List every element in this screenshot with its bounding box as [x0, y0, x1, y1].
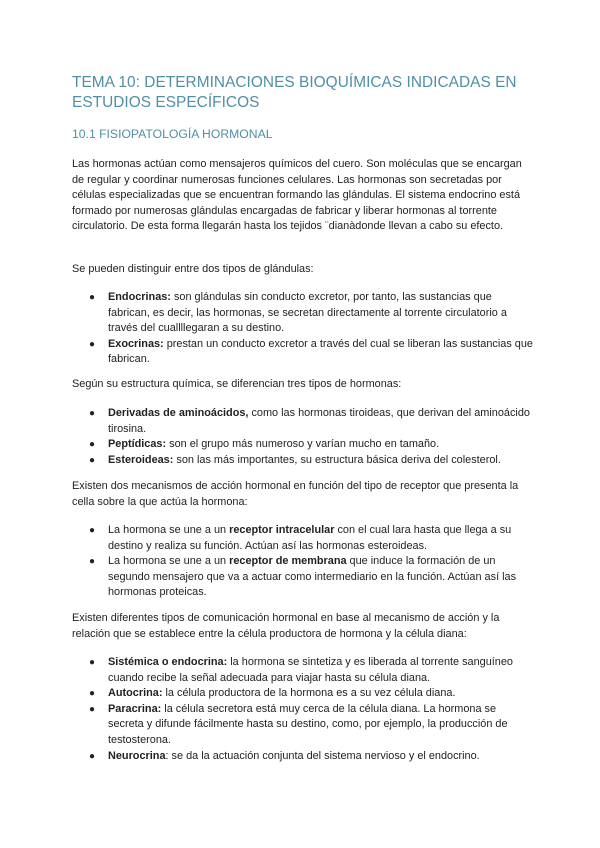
list-item-prefix: La hormona se une a un [108, 524, 230, 536]
list-item [72, 337, 534, 368]
list-item-text: : se da la actuación conjunta del sistema nervioso y el endocrino. [165, 749, 480, 762]
list-item [72, 437, 534, 453]
bullet-icon: ● [89, 703, 96, 715]
hormones-intro: Según su estructura química, se diferencian tres tipos de hormonas: [72, 378, 402, 390]
communication-list [72, 655, 534, 764]
list-item-text: son glándulas sin conducto excretor, por tanto, las sustancias que fabrican, es decir, las hormonas, se secretan directamente al torrente circulatorio a través del cuallllegaran a su destino. [108, 291, 507, 335]
communication-intro: Existen diferentes tipos de comunicación hormonal en base al mecanismo de acción y la relación que se establece entre la célula productora de hormona y la célula diana: [72, 612, 500, 640]
mechanisms-intro: Existen dos mecanismos de acción hormonal en función del tipo de receptor que presenta la cella sobre la que actúa la hormona: [72, 480, 519, 508]
list-item-text: como las hormonas tiroideas, que derivan del aminoácido tirosina. [108, 407, 530, 435]
list-item-term: Sistémica o endocrina: [108, 656, 228, 668]
list-item [72, 453, 534, 469]
list-item-prefix: La hormona se une a un [108, 555, 230, 568]
intro-paragraph: Las hormonas actúan como mensajeros químicos del cuero. Son moléculas que se encargan de regular y coordinar numerosas funciones celulares. Las hormonas son secretadas por células especializadas que se encuentran formando las glándulas. El sistema endocrino está formado por numerosas glándulas encargadas de fabricar y liberar hormonas al torrente circulatorio. De esta forma llegarán hasta los tejidos ¨dianàdonde llevan a cabo su efecto. [72, 158, 522, 233]
list-item [72, 686, 534, 702]
list-item-term: Peptídicas: [108, 438, 167, 451]
list-item-term: Esteroideas: [108, 453, 174, 466]
list-item-text: la célula productora de la hormona es a su vez célula diana. [162, 687, 456, 700]
bullet-icon: ● [89, 292, 96, 303]
hormones-list [72, 406, 534, 468]
list-item-term: Autocrina: [108, 687, 163, 700]
bullet-icon: ● [89, 338, 96, 350]
list-item-term: Derivadas de aminoácidos, [108, 407, 249, 419]
list-item-text: con el cual lara hasta que llega a su destino y realiza su función. Actúan así las hormonas esteroideas. [108, 524, 512, 552]
list-item-text: la célula secretora está muy cerca de la célula diana. La hormona se secreta y difunde fácilmente hasta su destino, como, por ejemplo, la producción de testosterona. [108, 702, 508, 746]
glands-intro: Se pueden distinguir entre dos tipos de glándulas: [72, 263, 314, 275]
bullet-icon: ● [89, 688, 96, 700]
list-item-text: son las más importantes, su estructura básica deriva del colesterol. [173, 453, 501, 466]
section-subtitle: 10.1 FISIOPATOLOGÍA HORMONAL [72, 127, 273, 141]
bullet-icon: ● [89, 439, 96, 451]
bullet-icon: ● [89, 454, 96, 466]
bullet-icon: ● [89, 408, 96, 419]
list-item-text: prestan un conducto excretor a través del cual se liberan las sustancias que fabrican. [108, 337, 533, 366]
glands-list [72, 290, 534, 368]
list-item-term: Paracrina: [108, 702, 162, 715]
page-title: TEMA 10: DETERMINACIONES BIOQUÍMICAS INDICADAS EN ESTUDIOS ESPECÍFICOS [72, 74, 517, 111]
list-item-term: Exocrinas: [108, 337, 164, 350]
list-item [72, 406, 534, 437]
list-item [72, 655, 534, 686]
list-item [72, 290, 534, 337]
list-item-term: receptor intracelular [229, 524, 335, 536]
list-item [72, 523, 534, 554]
list-item [72, 749, 534, 765]
list-item-term: Neurocrina [108, 749, 166, 762]
list-item [72, 702, 534, 749]
list-item-term: Endocrinas: [108, 291, 171, 303]
list-item-text: que induce la formación de un segundo mensajero que va a actuar como intermediario en la función. Actúan así las hormonas proteicas. [108, 555, 517, 599]
bullet-icon: ● [89, 556, 96, 568]
list-item-text: la hormona se sintetiza y es liberada al torrente sanguíneo cuando recibe la señal adecuada para viajar hasta su célula diana. [108, 656, 513, 684]
bullet-icon: ● [89, 750, 96, 762]
bullet-icon: ● [89, 657, 96, 668]
list-item-term: receptor de membrana [229, 555, 347, 568]
list-item-text: son el grupo más numeroso y varían mucho en tamaño. [166, 438, 440, 451]
list-item [72, 554, 534, 601]
mechanisms-list [72, 523, 534, 601]
bullet-icon: ● [89, 525, 96, 536]
